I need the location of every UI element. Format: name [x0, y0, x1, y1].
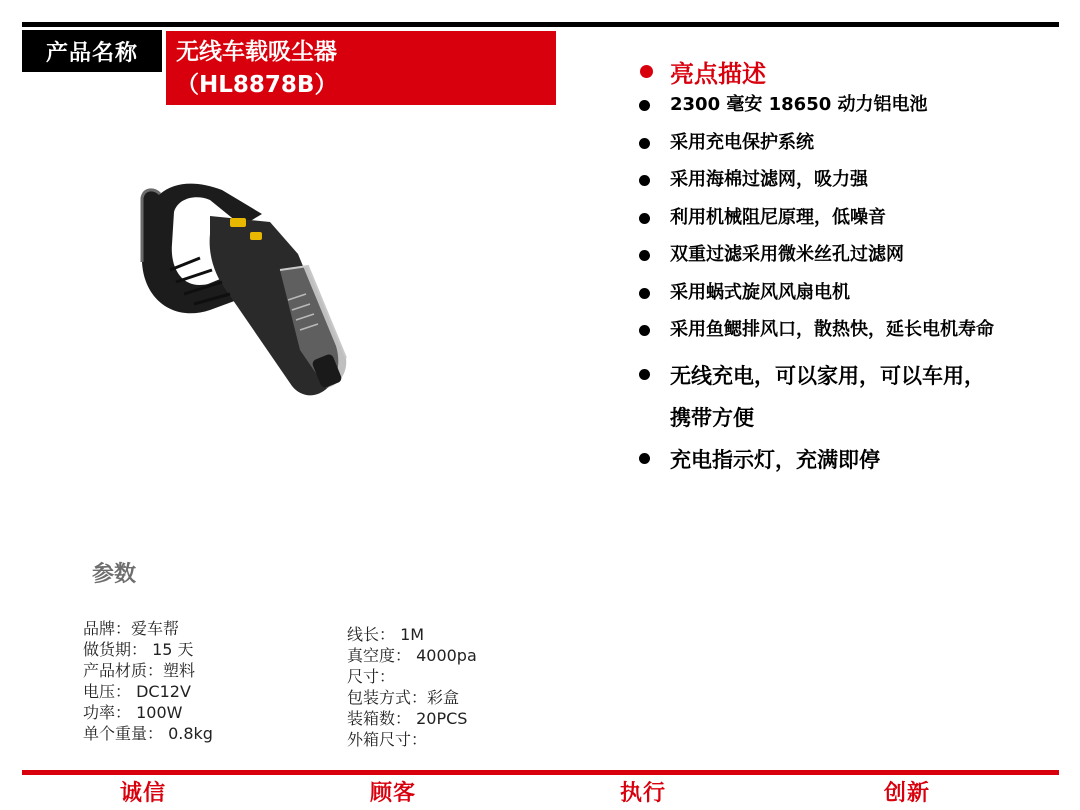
param-carton-qty: 装箱数： 20PCS	[347, 709, 468, 728]
highlight-item-large: 充电指示灯，充满即停	[638, 439, 1058, 481]
vacuum-cleaner-image	[130, 170, 380, 410]
slogan-execution: 执行	[620, 781, 667, 806]
slogan-innovation: 创新	[884, 781, 931, 806]
param-packaging: 包装方式：彩盒	[347, 688, 460, 707]
bullet-icon	[639, 138, 650, 149]
slogan-customer: 顾客	[370, 781, 417, 806]
bullet-icon	[639, 325, 650, 336]
bullet-icon	[639, 175, 650, 186]
param-size: 尺寸：	[347, 667, 396, 686]
product-name: 无线车载吸尘器	[176, 39, 337, 65]
highlight-item: 采用鱼鳃排风口，散热快，延长电机寿命	[638, 317, 1058, 343]
highlight-item: 采用海棉过滤网，吸力强	[638, 167, 1058, 193]
product-name-label: 产品名称	[22, 30, 162, 72]
param-carton-size: 外箱尺寸：	[347, 730, 428, 749]
highlight-item: 利用机械阻尼原理，低噪音	[638, 205, 1058, 231]
highlight-item-large: 无线充电，可以家用，可以车用， 携带方便	[638, 355, 1058, 439]
highlights-title-text: 亮点描述	[670, 59, 766, 88]
highlight-item: 2300 毫安 18650 动力铝电池	[638, 92, 1058, 118]
params-right-column	[347, 624, 477, 750]
param-lead-time: 做货期： 15 天	[83, 640, 194, 659]
highlights-list	[638, 92, 1058, 481]
highlight-item: 采用蜗式旋风风扇电机	[638, 280, 1058, 306]
top-rule	[22, 22, 1059, 27]
param-weight: 单个重量： 0.8kg	[83, 724, 213, 743]
params-left-column	[83, 618, 213, 744]
params-title: 参数	[92, 562, 137, 587]
slogan-integrity: 诚信	[120, 781, 167, 806]
bullet-icon	[639, 369, 650, 380]
bottom-rule	[22, 770, 1059, 775]
bullet-icon	[639, 213, 650, 224]
param-voltage: 电压： DC12V	[83, 682, 191, 701]
param-power: 功率： 100W	[83, 703, 183, 722]
param-brand: 品牌：爱车帮	[83, 619, 180, 638]
bullet-icon	[639, 453, 650, 464]
bullet-icon	[639, 100, 650, 111]
product-name-box	[166, 31, 556, 105]
param-material: 产品材质：塑料	[83, 661, 196, 680]
param-vacuum: 真空度： 4000pa	[347, 646, 477, 665]
highlight-item: 双重过滤采用微米丝孔过滤网	[638, 242, 1058, 268]
bullet-icon	[639, 250, 650, 261]
param-cable-length: 线长： 1M	[347, 625, 425, 644]
highlights-title	[640, 54, 766, 88]
highlight-item: 采用充电保护系统	[638, 130, 1058, 156]
bullet-icon	[639, 288, 650, 299]
red-bullet-icon	[640, 65, 653, 78]
product-model: （HL8878B）	[176, 72, 338, 98]
